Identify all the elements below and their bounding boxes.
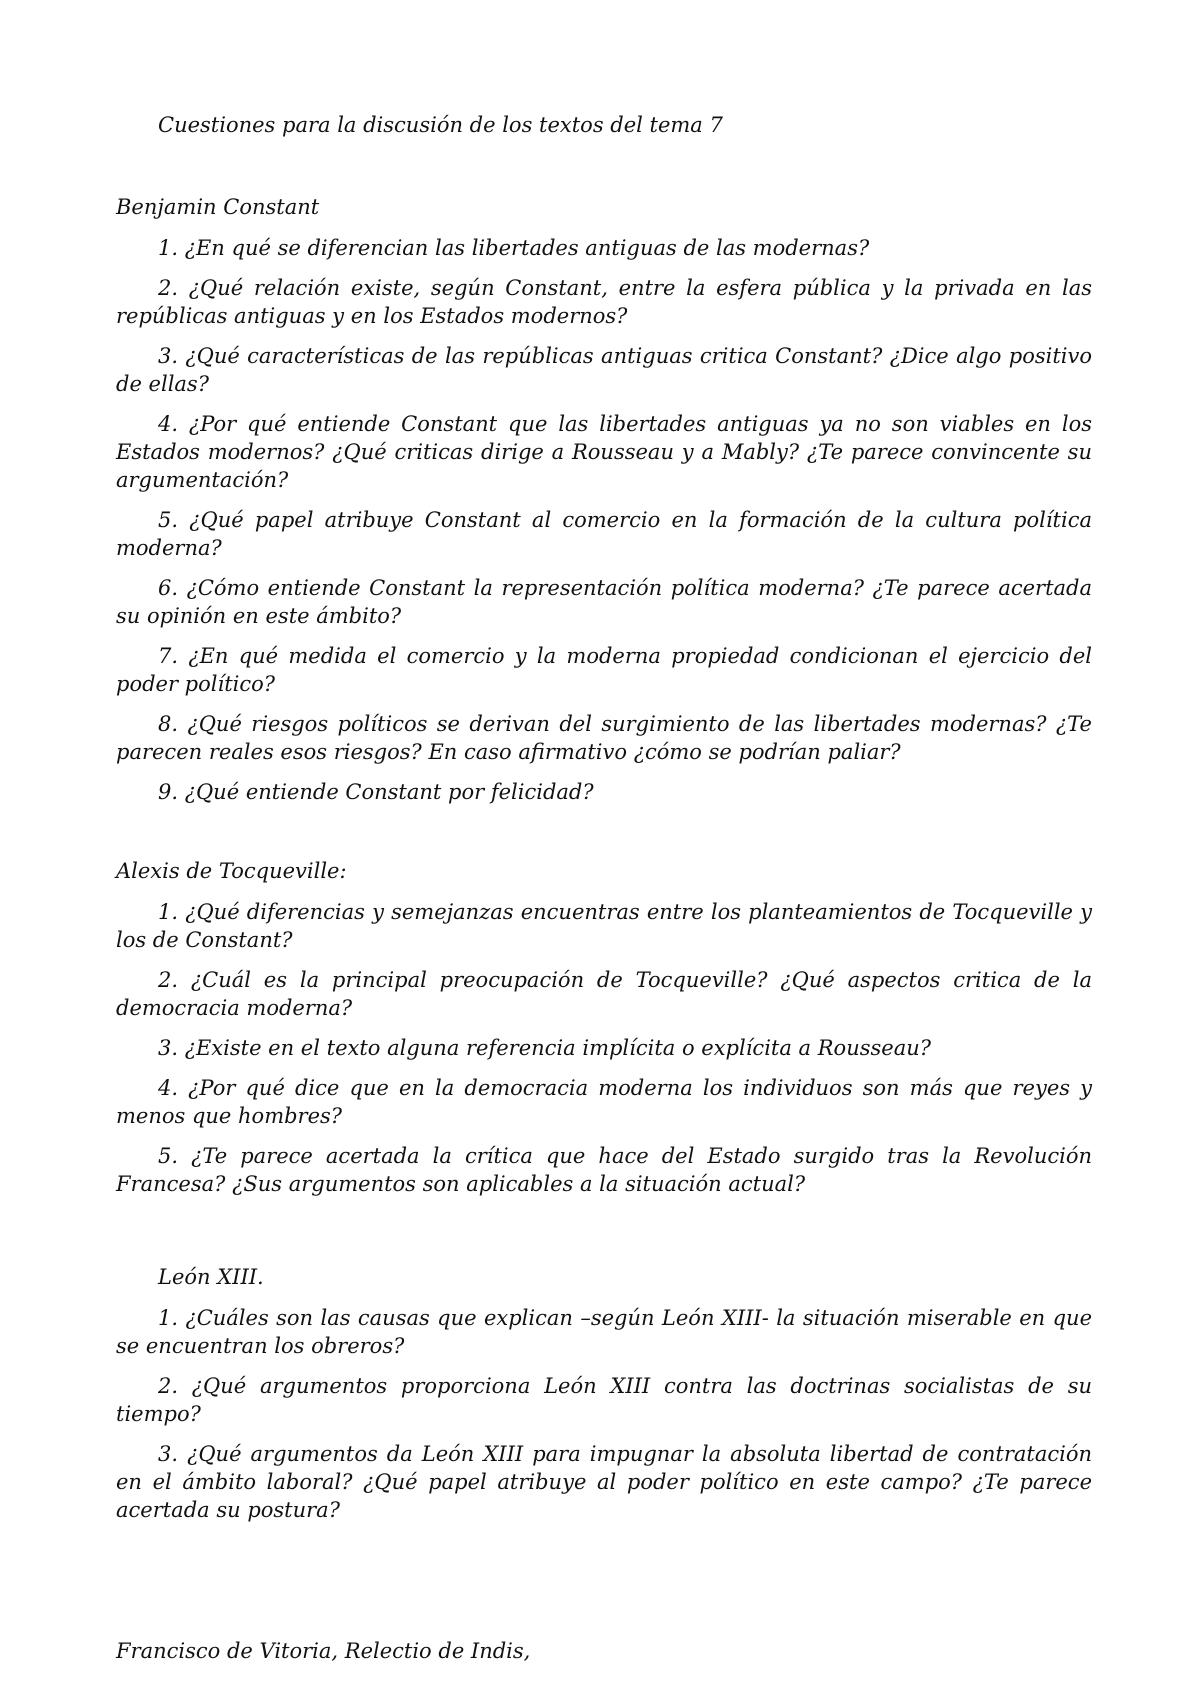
question-item: 1. ¿Qué diferencias y semejanzas encuentras entre los planteamientos de Tocqueville y los de Constant?	[116, 900, 1092, 952]
document-title: Cuestiones para la discusión de los textos del tema 7	[158, 113, 723, 137]
section-heading: Francisco de Vitoria, Relectio de Indis,	[116, 1639, 531, 1663]
question-item: 7. ¿En qué medida el comercio y la moderna propiedad condicionan el ejercicio del poder político?	[116, 644, 1092, 696]
question-item: 1. ¿En qué se diferencian las libertades antiguas de las modernas?	[158, 236, 870, 260]
question-item: 9. ¿Qué entiende Constant por felicidad?	[158, 780, 594, 804]
section-constant	[116, 192, 1092, 806]
question-item: 1. ¿Cuáles son las causas que explican –según León XIII- la situación miserable en que se encuentran los obreros?	[116, 1306, 1092, 1358]
question-item: 3. ¿Qué argumentos da León XIII para impugnar la absoluta libertad de contratación en el ámbito laboral? ¿Qué papel atribuye al poder político en este campo? ¿Te parece acertada su postura?	[116, 1442, 1092, 1522]
section-vitoria	[116, 1636, 1092, 1666]
question-item: 3. ¿Existe en el texto alguna referencia implícita o explícita a Rousseau?	[158, 1036, 932, 1060]
section-heading: Alexis de Tocqueville:	[116, 859, 347, 883]
section-heading: Benjamin Constant	[116, 195, 320, 219]
question-item: 8. ¿Qué riesgos políticos se derivan del surgimiento de las libertades modernas? ¿Te parecen reales esos riesgos? En caso afirmativo ¿cómo se podrían paliar?	[116, 712, 1092, 764]
section-leon-xiii	[116, 1262, 1092, 1524]
section-tocqueville	[116, 856, 1092, 1198]
spacer	[116, 1536, 1092, 1636]
question-item: 5. ¿Te parece acertada la crítica que hace del Estado surgido tras la Revolución Francesa? ¿Sus argumentos son aplicables a la situación actual?	[116, 1144, 1092, 1196]
question-item: 5. ¿Qué papel atribuye Constant al comercio en la formación de la cultura política moderna?	[116, 508, 1092, 560]
spacer	[116, 818, 1092, 856]
question-item: 4. ¿Por qué entiende Constant que las libertades antiguas ya no son viables en los Estados modernos? ¿Qué criticas dirige a Rousseau y a Mably? ¿Te parece convincente su argumentación?	[116, 412, 1092, 492]
spacer	[116, 1210, 1092, 1262]
question-item: 4. ¿Por qué dice que en la democracia moderna los individuos son más que reyes y menos que hombres?	[116, 1076, 1092, 1128]
section-heading: León XIII.	[158, 1265, 264, 1289]
question-item: 6. ¿Cómo entiende Constant la representación política moderna? ¿Te parece acertada su opinión en este ámbito?	[116, 576, 1092, 628]
question-item: 2. ¿Qué relación existe, según Constant, entre la esfera pública y la privada en las repúblicas antiguas y en los Estados modernos?	[116, 276, 1092, 328]
question-item: 2. ¿Cuál es la principal preocupación de Tocqueville? ¿Qué aspectos critica de la democracia moderna?	[116, 968, 1092, 1020]
question-item: 2. ¿Qué argumentos proporciona León XIII contra las doctrinas socialistas de su tiempo?	[116, 1374, 1092, 1426]
question-item: 3. ¿Qué características de las repúblicas antiguas critica Constant? ¿Dice algo positivo de ellas?	[116, 344, 1092, 396]
